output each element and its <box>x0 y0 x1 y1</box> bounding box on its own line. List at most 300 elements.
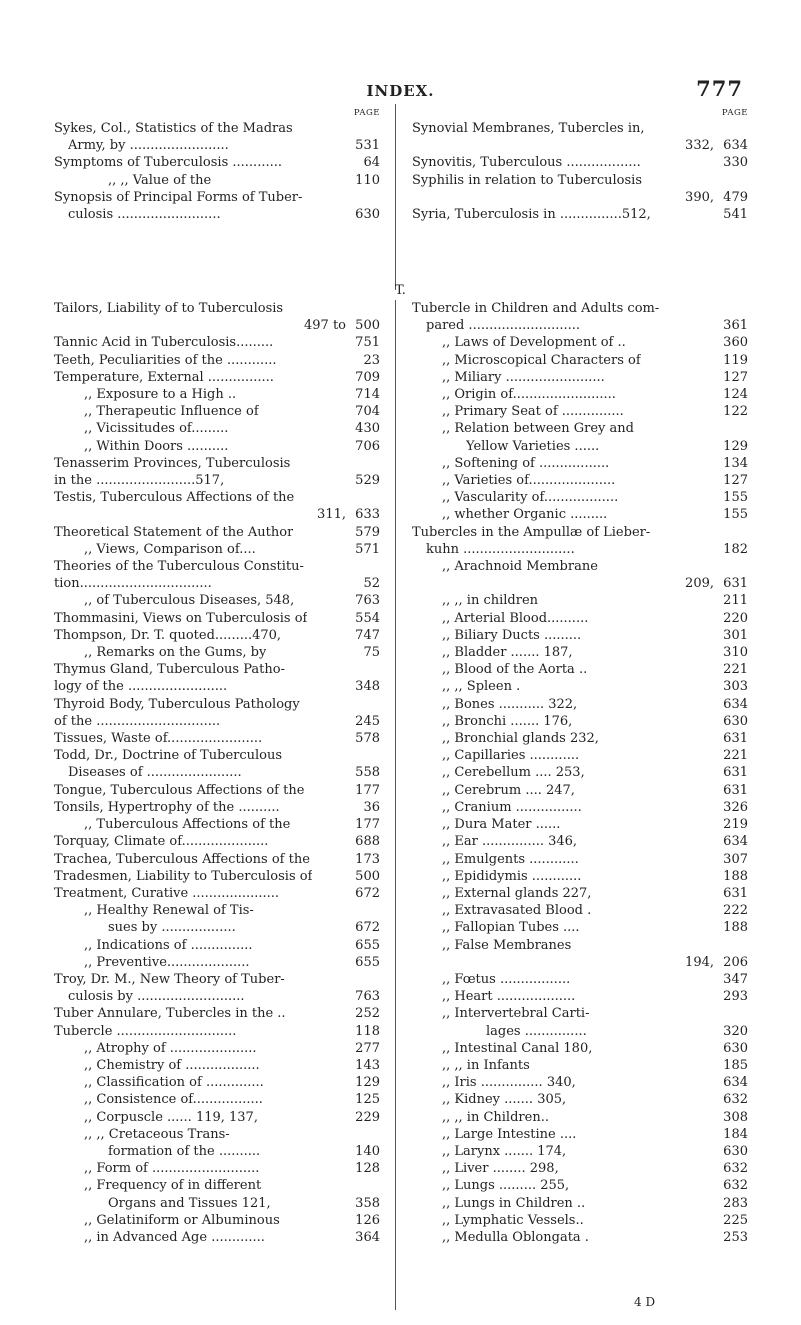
entry-page-number: 360 <box>723 335 748 351</box>
index-entry <box>412 764 748 781</box>
entry-text: Synopsis of Principal Forms of Tuber- <box>54 189 303 205</box>
entry-text: ,, Bladder ....... 187, <box>442 645 573 661</box>
entry-text: ,, Therapeutic Influence of <box>84 404 259 420</box>
index-entry <box>54 644 380 661</box>
entry-text: ,, Larynx ....... 174, <box>442 1143 567 1159</box>
index-entry <box>54 678 380 695</box>
entry-page-number: 140 <box>355 1143 380 1159</box>
entry-text: culosis by .......................... <box>68 989 245 1005</box>
index-entry <box>54 172 380 189</box>
entry-text: ,, Preventive.................... <box>84 954 250 970</box>
entry-text: ,, Corpuscle ...... 119, 137, <box>84 1109 258 1125</box>
entry-page-number: 655 <box>355 954 380 970</box>
index-entry <box>54 1229 380 1246</box>
entry-page-number: 143 <box>355 1057 380 1073</box>
entry-text: ,, Liver ........ 298, <box>442 1161 559 1177</box>
page-column-label: PAGE <box>721 108 748 118</box>
entry-page-number: 320 <box>723 1023 748 1039</box>
index-entry <box>412 420 748 437</box>
index-entry <box>412 189 748 206</box>
entry-text: Thyroid Body, Tuberculous Pathology <box>54 696 300 712</box>
entry-text: culosis ......................... <box>68 207 221 223</box>
entry-page-number: 128 <box>355 1161 380 1177</box>
index-entry <box>54 1074 380 1091</box>
index-entry <box>54 885 380 902</box>
entry-page-number: 253 <box>723 1229 748 1245</box>
entry-text: kuhn ........................... <box>426 541 575 557</box>
entry-text: ,, Miliary ........................ <box>442 369 605 385</box>
entry-page-number: 129 <box>355 1075 380 1091</box>
entry-text: ,, Tuberculous Affections of the <box>84 817 291 833</box>
index-column-s-right <box>412 108 748 223</box>
entry-text: Tongue, Tuberculous Affections of the <box>54 782 305 798</box>
index-entry <box>412 524 748 541</box>
index-entry <box>54 137 380 154</box>
entry-text: Thompson, Dr. T. quoted.........470, <box>54 627 282 643</box>
index-entry <box>54 420 380 437</box>
index-entry <box>54 816 380 833</box>
entry-text: Theoretical Statement of the Author <box>54 524 294 540</box>
entry-text: logy of the ........................ <box>54 679 228 695</box>
index-entry <box>54 1195 380 1212</box>
index-entry <box>54 799 380 816</box>
entry-page-number: 500 <box>355 868 380 884</box>
index-entry <box>412 386 748 403</box>
index-entry <box>412 937 748 954</box>
index-entry <box>412 730 748 747</box>
entry-text: Temperature, External ................ <box>54 369 274 385</box>
entry-text: ,, Heart ................... <box>442 989 576 1005</box>
entry-text: ,, Fœtus ................. <box>442 971 571 987</box>
index-entry <box>412 1143 748 1160</box>
entry-text: 390, <box>685 189 714 205</box>
entry-page-number: 283 <box>723 1195 748 1211</box>
entry-text: Tubercle in Children and Adults com- <box>412 301 660 316</box>
page-title: INDEX. <box>366 82 435 100</box>
entry-text: Syphilis in relation to Tuberculosis <box>412 172 643 188</box>
entry-text: Army, by ........................ <box>68 138 229 154</box>
index-entry <box>54 558 380 575</box>
entry-text: Testis, Tuberculous Affections of the <box>54 490 295 506</box>
entry-text: ,, Within Doors .......... <box>84 438 229 454</box>
index-entry <box>54 403 380 420</box>
entry-text: ,, Exposure to a High .. <box>84 387 237 403</box>
entry-page-number: 185 <box>723 1057 748 1073</box>
entry-page-number: 631 <box>723 885 748 901</box>
entry-text: ,, Atrophy of ..................... <box>84 1040 257 1056</box>
entry-page-number: 206 <box>723 954 748 970</box>
entry-text: ,, Biliary Ducts ......... <box>442 627 582 643</box>
entry-page-number: 252 <box>355 1006 380 1022</box>
index-entry <box>412 971 748 988</box>
entry-text: Thommasini, Views on Tuberculosis of <box>54 610 308 626</box>
index-entry <box>54 1160 380 1177</box>
entry-text: ,, Lungs in Children .. <box>442 1195 586 1211</box>
entry-text: 194, <box>685 954 714 970</box>
index-entry <box>412 317 748 334</box>
entry-page-number: 688 <box>355 834 380 850</box>
index-entry <box>54 154 380 171</box>
index-entry <box>412 885 748 902</box>
entry-text: ,, Arachnoid Membrane <box>442 559 598 575</box>
entry-text: ,, Intervertebral Carti- <box>442 1006 590 1022</box>
index-entry <box>54 902 380 919</box>
entry-page-number: 221 <box>723 748 748 764</box>
index-entry <box>412 472 748 489</box>
index-entry <box>412 558 748 575</box>
index-entry <box>54 489 380 506</box>
entry-text: ,, Form of .......................... <box>84 1161 260 1177</box>
entry-page-number: 64 <box>363 155 380 171</box>
entry-page-number: 348 <box>355 679 380 695</box>
entry-text: ,, Chemistry of .................. <box>84 1057 260 1073</box>
index-entry <box>54 352 380 369</box>
entry-page-number: 633 <box>355 507 380 523</box>
entry-page-number: 630 <box>723 713 748 729</box>
entry-page-number: 630 <box>723 1143 748 1159</box>
entry-text: ,, Softening of ................. <box>442 455 610 471</box>
entry-text: ,, Views, Comparison of.... <box>84 541 256 557</box>
index-entry <box>54 334 380 351</box>
entry-page-number: 631 <box>723 765 748 781</box>
entry-text: Syria, Tuberculosis in ...............512, <box>412 207 651 223</box>
index-entry <box>412 902 748 919</box>
index-entry <box>54 317 380 334</box>
entry-text: ,, Gelatiniform or Albuminous <box>84 1212 280 1228</box>
entry-page-number: 571 <box>355 541 380 557</box>
entry-text: ,, of Tuberculous Diseases, 548, <box>84 593 295 609</box>
entry-text: Tonsils, Hypertrophy of the .......... <box>54 799 280 815</box>
page-number: 777 <box>696 76 743 101</box>
entry-page-number: 672 <box>355 920 380 936</box>
entry-page-number: 36 <box>363 799 380 815</box>
index-entry <box>54 988 380 1005</box>
index-entry <box>412 799 748 816</box>
entry-text: ,, Arterial Blood.......... <box>442 610 589 626</box>
index-entry <box>412 1091 748 1108</box>
index-entry <box>412 747 748 764</box>
index-entry <box>412 713 748 730</box>
entry-text: ,, Bronchi ....... 176, <box>442 713 573 729</box>
entry-text: Tissues, Waste of....................... <box>54 731 263 747</box>
entry-text: ,, ,, Value of the <box>108 172 212 188</box>
index-entry <box>412 1005 748 1022</box>
entry-page-number: 155 <box>723 507 748 523</box>
index-entry <box>54 472 380 489</box>
index-column-t-right <box>412 300 748 1246</box>
entry-text: ,, Relation between Grey and <box>442 421 634 437</box>
index-entry <box>54 592 380 609</box>
entry-text: in the ........................517, <box>54 473 225 489</box>
entry-text: ,, ,, in Infants <box>442 1057 530 1073</box>
index-entry <box>54 627 380 644</box>
index-entry <box>54 1143 380 1160</box>
index-entry <box>412 1229 748 1246</box>
index-entry <box>54 206 380 223</box>
entry-page-number: 155 <box>723 490 748 506</box>
entry-page-number: 529 <box>355 473 380 489</box>
index-entry <box>54 120 380 137</box>
entry-text: ,, whether Organic ......... <box>442 507 608 523</box>
entry-text: ,, Remarks on the Gums, by <box>84 645 267 661</box>
index-entry <box>412 592 748 609</box>
entry-page-number: 634 <box>723 1075 748 1091</box>
entry-page-number: 347 <box>723 971 748 987</box>
entry-text: ,, Lungs ......... 255, <box>442 1178 570 1194</box>
entry-page-number: 579 <box>355 524 380 540</box>
index-entry <box>412 352 748 369</box>
index-entry <box>412 868 748 885</box>
entry-page-number: 578 <box>355 731 380 747</box>
entry-page-number: 182 <box>723 541 748 557</box>
index-entry <box>412 438 748 455</box>
entry-text: ,, Vicissitudes of......... <box>84 421 229 437</box>
entry-text: ,, Microscopical Characters of <box>442 352 641 368</box>
entry-text: Tenasserim Provinces, Tuberculosis <box>54 455 291 471</box>
index-entry <box>412 1057 748 1074</box>
entry-text: ,, Origin of......................... <box>442 387 616 403</box>
entry-page-number: 307 <box>723 851 748 867</box>
entry-text: ,, Large Intestine .... <box>442 1126 577 1142</box>
index-entry <box>54 506 380 523</box>
entry-page-number: 119 <box>723 352 748 368</box>
index-entry <box>54 954 380 971</box>
entry-text: Thymus Gland, Tuberculous Patho- <box>54 662 285 678</box>
entry-page-number: 310 <box>723 645 748 661</box>
entry-text: ,, ,, in children <box>442 593 539 609</box>
entry-text: ,, Dura Mater ...... <box>442 817 561 833</box>
entry-page-number: 184 <box>723 1126 748 1142</box>
entry-page-number: 303 <box>723 679 748 695</box>
index-entry <box>54 937 380 954</box>
entry-text: ,, Healthy Renewal of Tis- <box>84 903 254 919</box>
entry-text: Diseases of ....................... <box>68 765 242 781</box>
index-entry <box>412 661 748 678</box>
index-entry <box>54 868 380 885</box>
entry-text: ,, Indications of ............... <box>84 937 253 953</box>
page-column-label: PAGE <box>353 108 380 118</box>
entry-page-number: 541 <box>723 207 748 223</box>
index-entry <box>54 1005 380 1022</box>
entry-page-number: 23 <box>363 352 380 368</box>
entry-page-number: 554 <box>355 610 380 626</box>
entry-page-number: 122 <box>723 404 748 420</box>
index-entry <box>412 1023 748 1040</box>
entry-text: 311, <box>317 507 346 523</box>
index-entry <box>412 1160 748 1177</box>
entry-text: Theories of the Tuberculous Constitu- <box>54 559 304 575</box>
entry-page-number: 361 <box>723 318 748 334</box>
entry-page-number: 229 <box>355 1109 380 1125</box>
index-entry <box>54 1212 380 1229</box>
index-entry <box>412 1126 748 1143</box>
entry-text: tion................................ <box>54 576 212 592</box>
entry-text: ,, Varieties of..................... <box>442 473 616 489</box>
entry-page-number: 125 <box>355 1092 380 1108</box>
entry-page-number: 134 <box>723 455 748 471</box>
entry-page-number: 188 <box>723 920 748 936</box>
index-entry <box>412 1195 748 1212</box>
entry-page-number: 632 <box>723 1161 748 1177</box>
index-entry <box>412 1177 748 1194</box>
entry-text: ,, in Advanced Age ............. <box>84 1229 265 1245</box>
entry-text: of the .............................. <box>54 713 221 729</box>
entry-text: ,, External glands 227, <box>442 885 592 901</box>
entry-text: ,, Extravasated Blood . <box>442 903 592 919</box>
index-entry <box>54 1109 380 1126</box>
index-entry <box>412 644 748 661</box>
entry-text: lages ............... <box>486 1023 587 1039</box>
index-entry <box>412 954 748 971</box>
entry-page-number: 330 <box>723 155 748 171</box>
entry-text: Symptoms of Tuberculosis ............ <box>54 155 282 171</box>
entry-page-number: 634 <box>723 834 748 850</box>
entry-page-number: 709 <box>355 369 380 385</box>
entry-page-number: 714 <box>355 387 380 403</box>
entry-page-number: 704 <box>355 404 380 420</box>
index-entry <box>54 369 380 386</box>
entry-page-number: 326 <box>723 799 748 815</box>
entry-page-number: 500 <box>355 318 380 334</box>
entry-text: Synovial Membranes, Tubercles in, <box>412 121 645 136</box>
entry-page-number: 364 <box>355 1229 380 1245</box>
entry-page-number: 631 <box>723 576 748 592</box>
index-entry <box>54 524 380 541</box>
entry-page-number: 634 <box>723 138 748 154</box>
index-entry <box>412 1212 748 1229</box>
signature-mark: 4 D <box>634 1295 656 1309</box>
entry-text: Synovitis, Tuberculous .................. <box>412 155 641 171</box>
entry-text: Sykes, Col., Statistics of the Madras <box>54 121 293 136</box>
entry-text: ,, Cranium ................ <box>442 799 582 815</box>
index-entry <box>54 455 380 472</box>
index-entry <box>412 154 748 171</box>
entry-page-number: 177 <box>355 817 380 833</box>
entry-page-number: 631 <box>723 731 748 747</box>
entry-text: Treatment, Curative ..................... <box>54 885 280 901</box>
entry-text: ,, Ear ............... 346, <box>442 834 578 850</box>
entry-text: Tuber Annulare, Tubercles in the .. <box>54 1006 286 1022</box>
entry-text: ,, Laws of Development of .. <box>442 335 626 351</box>
entry-text: ,, Classification of .............. <box>84 1075 264 1091</box>
entry-page-number: 634 <box>723 696 748 712</box>
index-entry <box>54 1091 380 1108</box>
page-header <box>0 76 801 106</box>
entry-page-number: 763 <box>355 989 380 1005</box>
entry-text: ,, ,, Spleen . <box>442 679 521 695</box>
entry-page-number: 358 <box>355 1195 380 1211</box>
index-entry <box>412 696 748 713</box>
index-entry <box>54 782 380 799</box>
entry-page-number: 277 <box>355 1040 380 1056</box>
entry-page-number: 173 <box>355 851 380 867</box>
index-entry <box>54 971 380 988</box>
entry-page-number: 75 <box>363 645 380 661</box>
index-entry <box>412 506 748 523</box>
column-divider-bottom <box>395 300 396 1310</box>
column-divider-top <box>395 104 396 290</box>
index-entry <box>54 696 380 713</box>
entry-page-number: 219 <box>723 817 748 833</box>
index-entry <box>412 1040 748 1057</box>
entry-page-number: 211 <box>723 593 748 609</box>
section-letter: T. <box>395 283 406 298</box>
entry-text: Organs and Tissues 121, <box>108 1195 271 1211</box>
entry-page-number: 531 <box>355 138 380 154</box>
index-entry <box>54 833 380 850</box>
index-entry <box>54 575 380 592</box>
index-entry <box>412 403 748 420</box>
index-entry <box>412 833 748 850</box>
entry-text: Yellow Varieties ...... <box>466 438 600 454</box>
entry-page-number: 631 <box>723 782 748 798</box>
index-entry <box>54 1177 380 1194</box>
index-entry <box>54 1126 380 1143</box>
entry-text: ,, Bronchial glands 232, <box>442 731 599 747</box>
index-entry <box>412 334 748 351</box>
entry-page-number: 293 <box>723 989 748 1005</box>
index-entry <box>412 541 748 558</box>
entry-text: ,, Cerebellum .... 253, <box>442 765 585 781</box>
index-entry <box>412 1109 748 1126</box>
entry-page-number: 672 <box>355 885 380 901</box>
index-entry <box>412 627 748 644</box>
entry-page-number: 127 <box>723 473 748 489</box>
entry-text: 497 to <box>304 318 346 334</box>
entry-page-number: 630 <box>355 207 380 223</box>
entry-text: ,, Vascularity of.................. <box>442 490 619 506</box>
entry-text: Tannic Acid in Tuberculosis......... <box>54 335 274 351</box>
index-entry <box>54 730 380 747</box>
index-entry <box>54 1057 380 1074</box>
index-entry <box>412 851 748 868</box>
index-entry <box>412 300 748 317</box>
entry-page-number: 129 <box>723 438 748 454</box>
entry-page-number: 630 <box>723 1040 748 1056</box>
entry-page-number: 124 <box>723 387 748 403</box>
index-entry <box>412 575 748 592</box>
entry-page-number: 222 <box>723 903 748 919</box>
entry-page-number: 632 <box>723 1178 748 1194</box>
index-entry <box>54 1023 380 1040</box>
entry-text: 209, <box>685 576 714 592</box>
entry-text: Torquay, Climate of..................... <box>54 834 269 850</box>
entry-page-number: 430 <box>355 421 380 437</box>
index-entry <box>412 369 748 386</box>
entry-page-number: 747 <box>355 627 380 643</box>
entry-page-number: 751 <box>355 335 380 351</box>
entry-page-number: 110 <box>355 172 380 188</box>
index-entry <box>412 919 748 936</box>
entry-text: Teeth, Peculiarities of the ............ <box>54 352 277 368</box>
index-entry <box>54 747 380 764</box>
entry-page-number: 52 <box>363 576 380 592</box>
index-entry <box>54 189 380 206</box>
index-entry <box>412 137 748 154</box>
index-entry <box>412 816 748 833</box>
index-entry <box>412 1074 748 1091</box>
entry-text: Tailors, Liability of to Tuberculosis <box>54 301 284 316</box>
index-entry <box>54 661 380 678</box>
entry-page-number: 245 <box>355 713 380 729</box>
index-entry <box>54 386 380 403</box>
entry-text: ,, Iris ............... 340, <box>442 1075 576 1091</box>
entry-page-number: 127 <box>723 369 748 385</box>
entry-text: pared ........................... <box>426 318 581 334</box>
index-entry <box>54 300 380 317</box>
entry-text: Tubercles in the Ampullæ of Lieber- <box>412 524 651 540</box>
entry-text: ,, Frequency of in different <box>84 1178 262 1194</box>
